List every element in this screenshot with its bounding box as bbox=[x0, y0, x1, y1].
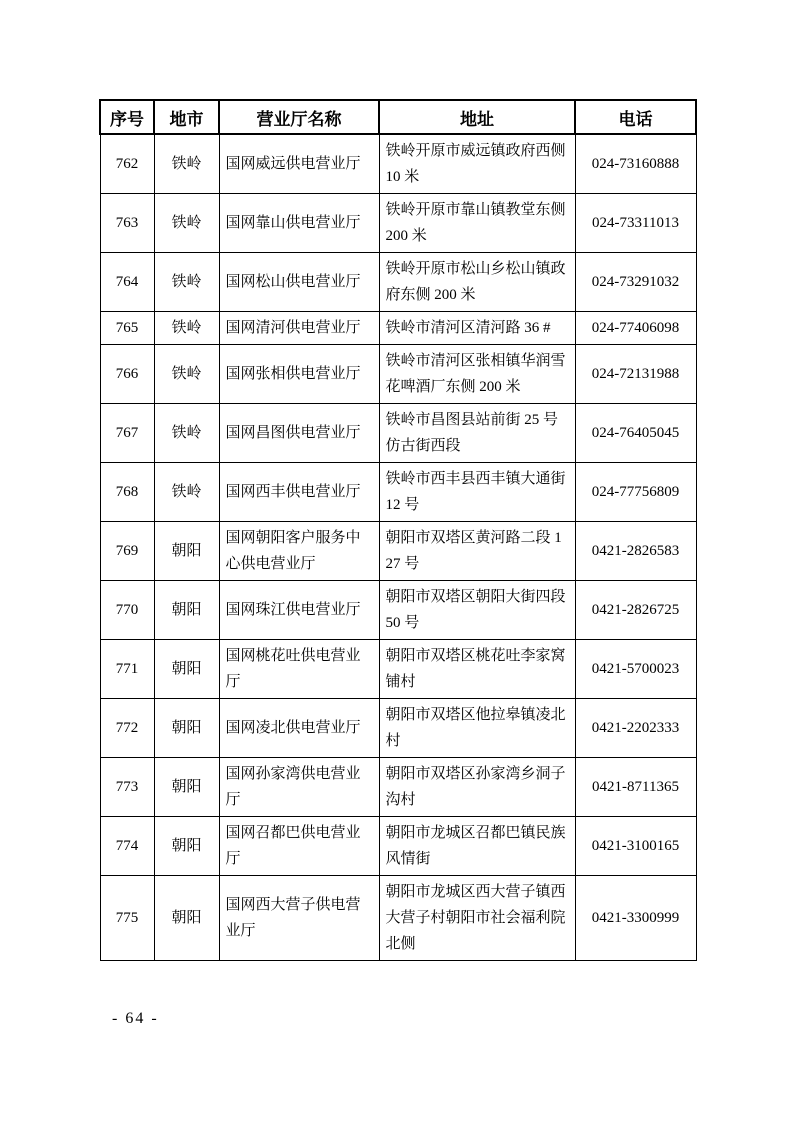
cell-phone: 024-73311013 bbox=[575, 194, 696, 253]
col-header-phone: 电话 bbox=[575, 100, 696, 134]
cell-city: 铁岭 bbox=[154, 345, 219, 404]
cell-city: 铁岭 bbox=[154, 463, 219, 522]
table-row bbox=[100, 817, 696, 876]
cell-hall-name: 国网珠江供电营业厅 bbox=[219, 581, 379, 640]
cell-city: 铁岭 bbox=[154, 312, 219, 345]
cell-address: 铁岭市清河区张相镇华润雪花啤酒厂东侧 200 米 bbox=[379, 345, 575, 404]
cell-city: 铁岭 bbox=[154, 404, 219, 463]
cell-city: 朝阳 bbox=[154, 640, 219, 699]
cell-phone: 024-76405045 bbox=[575, 404, 696, 463]
cell-phone: 0421-3100165 bbox=[575, 817, 696, 876]
table-row bbox=[100, 404, 696, 463]
col-header-serial: 序号 bbox=[100, 100, 154, 134]
cell-hall-name: 国网朝阳客户服务中心供电营业厅 bbox=[219, 522, 379, 581]
cell-hall-name: 国网松山供电营业厅 bbox=[219, 253, 379, 312]
cell-phone: 0421-3300999 bbox=[575, 876, 696, 961]
cell-address: 朝阳市双塔区孙家湾乡洞子沟村 bbox=[379, 758, 575, 817]
cell-hall-name: 国网昌图供电营业厅 bbox=[219, 404, 379, 463]
cell-hall-name: 国网召都巴供电营业厅 bbox=[219, 817, 379, 876]
cell-serial: 768 bbox=[100, 463, 154, 522]
cell-hall-name: 国网张相供电营业厅 bbox=[219, 345, 379, 404]
cell-city: 朝阳 bbox=[154, 581, 219, 640]
col-header-city: 地市 bbox=[154, 100, 219, 134]
cell-phone: 024-73291032 bbox=[575, 253, 696, 312]
cell-serial: 775 bbox=[100, 876, 154, 961]
cell-serial: 771 bbox=[100, 640, 154, 699]
table-row bbox=[100, 699, 696, 758]
cell-phone: 024-77756809 bbox=[575, 463, 696, 522]
table-row bbox=[100, 134, 696, 194]
cell-address: 朝阳市双塔区桃花吐李家窝铺村 bbox=[379, 640, 575, 699]
table-row bbox=[100, 758, 696, 817]
col-header-address: 地址 bbox=[379, 100, 575, 134]
table-row bbox=[100, 522, 696, 581]
cell-hall-name: 国网威远供电营业厅 bbox=[219, 134, 379, 194]
cell-serial: 773 bbox=[100, 758, 154, 817]
cell-serial: 763 bbox=[100, 194, 154, 253]
cell-serial: 772 bbox=[100, 699, 154, 758]
cell-hall-name: 国网凌北供电营业厅 bbox=[219, 699, 379, 758]
page-number: - 64 - bbox=[112, 1010, 159, 1027]
cell-phone: 0421-8711365 bbox=[575, 758, 696, 817]
cell-serial: 766 bbox=[100, 345, 154, 404]
cell-hall-name: 国网桃花吐供电营业厅 bbox=[219, 640, 379, 699]
cell-city: 朝阳 bbox=[154, 522, 219, 581]
cell-serial: 765 bbox=[100, 312, 154, 345]
cell-address: 铁岭开原市威远镇政府西侧 10 米 bbox=[379, 134, 575, 194]
cell-serial: 764 bbox=[100, 253, 154, 312]
cell-phone: 0421-2826725 bbox=[575, 581, 696, 640]
cell-address: 铁岭市清河区清河路 36 # bbox=[379, 312, 575, 345]
cell-serial: 774 bbox=[100, 817, 154, 876]
table-row bbox=[100, 345, 696, 404]
table-header-row bbox=[100, 100, 696, 134]
cell-address: 铁岭市昌图县站前街 25 号仿古街西段 bbox=[379, 404, 575, 463]
cell-address: 铁岭市西丰县西丰镇大通街 12 号 bbox=[379, 463, 575, 522]
cell-city: 朝阳 bbox=[154, 817, 219, 876]
cell-serial: 767 bbox=[100, 404, 154, 463]
cell-city: 铁岭 bbox=[154, 253, 219, 312]
cell-serial: 769 bbox=[100, 522, 154, 581]
business-hall-table bbox=[99, 99, 697, 961]
cell-address: 朝阳市龙城区召都巴镇民族风情街 bbox=[379, 817, 575, 876]
table-row bbox=[100, 463, 696, 522]
table-row bbox=[100, 640, 696, 699]
cell-city: 朝阳 bbox=[154, 876, 219, 961]
table-row bbox=[100, 581, 696, 640]
cell-serial: 762 bbox=[100, 134, 154, 194]
cell-address: 朝阳市龙城区西大营子镇西大营子村朝阳市社会福利院北侧 bbox=[379, 876, 575, 961]
cell-city: 铁岭 bbox=[154, 194, 219, 253]
cell-phone: 0421-5700023 bbox=[575, 640, 696, 699]
cell-address: 铁岭开原市松山乡松山镇政府东侧 200 米 bbox=[379, 253, 575, 312]
cell-address: 朝阳市双塔区他拉皋镇凌北村 bbox=[379, 699, 575, 758]
cell-address: 朝阳市双塔区朝阳大街四段 50 号 bbox=[379, 581, 575, 640]
cell-phone: 0421-2826583 bbox=[575, 522, 696, 581]
cell-hall-name: 国网西大营子供电营业厅 bbox=[219, 876, 379, 961]
cell-hall-name: 国网孙家湾供电营业厅 bbox=[219, 758, 379, 817]
cell-phone: 024-72131988 bbox=[575, 345, 696, 404]
table-row bbox=[100, 253, 696, 312]
cell-address: 朝阳市双塔区黄河路二段 127 号 bbox=[379, 522, 575, 581]
cell-city: 铁岭 bbox=[154, 134, 219, 194]
cell-phone: 024-77406098 bbox=[575, 312, 696, 345]
cell-phone: 024-73160888 bbox=[575, 134, 696, 194]
cell-hall-name: 国网清河供电营业厅 bbox=[219, 312, 379, 345]
cell-city: 朝阳 bbox=[154, 758, 219, 817]
cell-phone: 0421-2202333 bbox=[575, 699, 696, 758]
table-row bbox=[100, 312, 696, 345]
cell-serial: 770 bbox=[100, 581, 154, 640]
cell-hall-name: 国网靠山供电营业厅 bbox=[219, 194, 379, 253]
cell-hall-name: 国网西丰供电营业厅 bbox=[219, 463, 379, 522]
table-row bbox=[100, 876, 696, 961]
col-header-hall-name: 营业厅名称 bbox=[219, 100, 379, 134]
cell-city: 朝阳 bbox=[154, 699, 219, 758]
table-row bbox=[100, 194, 696, 253]
cell-address: 铁岭开原市靠山镇教堂东侧 200 米 bbox=[379, 194, 575, 253]
table-body bbox=[100, 134, 696, 961]
